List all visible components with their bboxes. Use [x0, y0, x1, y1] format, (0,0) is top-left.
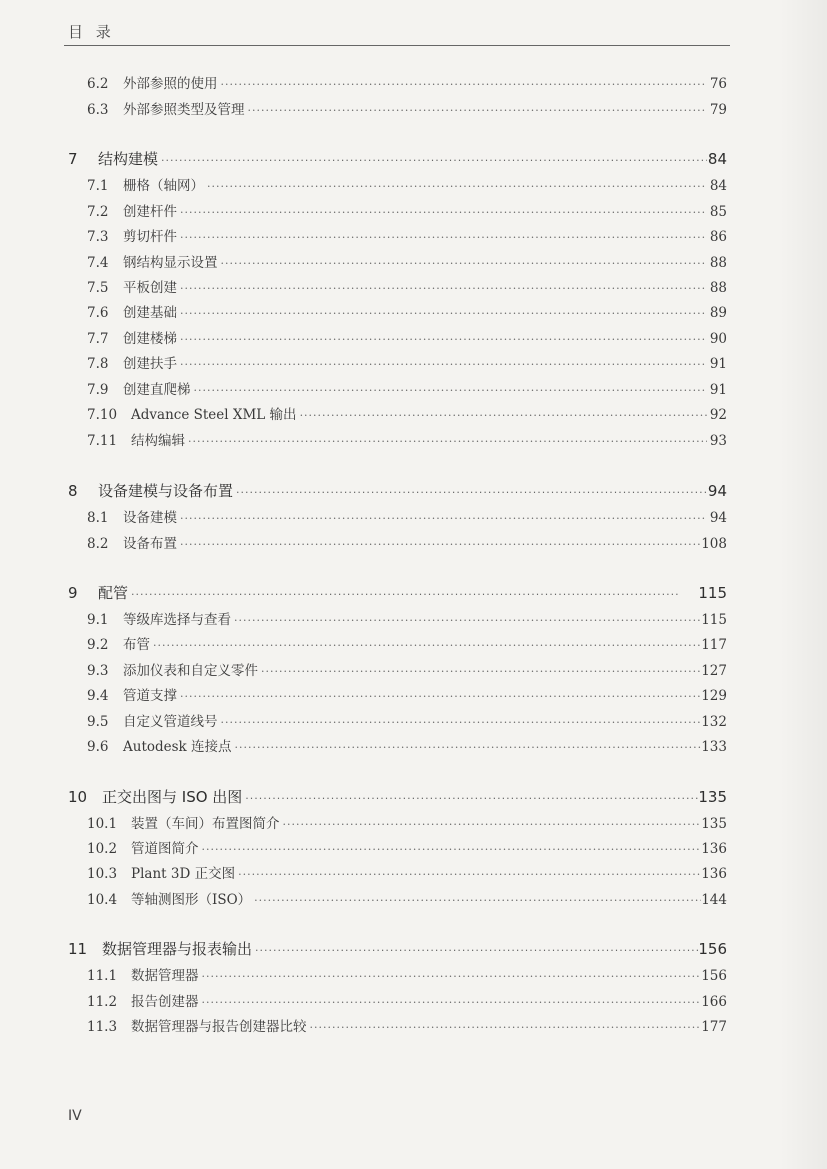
toc-entry [87, 633, 727, 653]
toc-leader [177, 358, 707, 371]
toc-page-number: 132 [701, 714, 727, 730]
toc-page-number: 91 [709, 382, 727, 398]
toc-chapter [68, 786, 727, 806]
toc-title: 数据管理器与报表输出 [102, 940, 253, 958]
toc-entry [87, 837, 727, 857]
toc-page-number: 166 [701, 994, 727, 1010]
toc-title: 创建楼梯 [123, 331, 177, 347]
toc-page-number: 135 [701, 816, 727, 832]
toc-entry [87, 862, 727, 882]
toc-leader [235, 868, 701, 881]
toc-entry [87, 684, 727, 704]
toc-entry [87, 888, 727, 908]
toc-leader [177, 307, 707, 320]
toc-number: 9.3 [87, 663, 109, 679]
toc-entry [87, 200, 727, 220]
toc-number: 11.3 [87, 1019, 118, 1035]
toc-number: 10.3 [87, 866, 118, 882]
toc-number: 7.7 [87, 331, 109, 347]
toc-leader [150, 639, 701, 652]
toc-leader [177, 538, 701, 551]
page-header-title: 目 录 [68, 23, 115, 41]
toc-number: 9 [68, 584, 78, 602]
toc-entry [87, 506, 727, 526]
toc-number: 10.2 [87, 841, 118, 857]
toc-title: 装置（车间）布置图简介 [131, 816, 280, 832]
toc-leader [232, 741, 702, 754]
toc-leader [199, 996, 702, 1009]
toc-number: 7.1 [87, 178, 109, 194]
toc-entry [87, 812, 727, 832]
toc-title: 等级库选择与查看 [123, 612, 231, 628]
toc-number: 7.2 [87, 204, 109, 220]
toc-page-number: 136 [701, 841, 727, 857]
toc-leader [242, 792, 698, 805]
toc-page-number: 136 [701, 866, 727, 882]
toc-title: 配管 [98, 584, 129, 602]
toc-page-number: 115 [701, 612, 727, 628]
toc-title: 创建扶手 [123, 356, 177, 372]
toc-entry [87, 659, 727, 679]
toc-title: 创建基础 [123, 305, 177, 321]
toc-leader [177, 231, 707, 244]
toc-leader [218, 716, 702, 729]
toc-page-number: 93 [709, 433, 727, 449]
toc-page-number: 129 [701, 688, 727, 704]
toc-page-number: 108 [701, 536, 727, 552]
toc-page-number: 89 [709, 305, 727, 321]
toc-number: 11.1 [87, 968, 118, 984]
toc-title: 数据管理器 [131, 968, 199, 984]
toc-number: 7 [68, 150, 78, 168]
toc-leader [177, 206, 707, 219]
toc-entry [87, 276, 727, 296]
toc-number: 7.4 [87, 255, 109, 271]
toc-title: 钢结构显示设置 [123, 255, 218, 271]
toc-entry [87, 735, 727, 755]
toc-page-number: 135 [698, 788, 727, 806]
page-folio: IV [68, 1108, 82, 1124]
toc-number: 11.2 [87, 994, 118, 1010]
toc-number: 11 [68, 940, 88, 958]
toc-entry [87, 301, 727, 321]
toc-chapter [68, 938, 727, 958]
toc-number: 10.1 [87, 816, 118, 832]
toc-title: 设备建模 [123, 510, 177, 526]
toc-leader [252, 944, 698, 957]
toc-entry [87, 964, 727, 984]
toc-page-number: 76 [709, 76, 727, 92]
toc-page-number: 144 [701, 892, 727, 908]
toc-title: 外部参照的使用 [123, 76, 218, 92]
toc-entry [87, 378, 727, 398]
toc-leader [177, 512, 707, 525]
toc-page-number: 117 [701, 637, 727, 653]
toc-entry [87, 403, 727, 423]
toc-entry [87, 72, 727, 92]
toc-leader [258, 665, 701, 678]
toc-entry [87, 990, 727, 1010]
toc-page-number: 84 [709, 178, 727, 194]
toc-page-number: 88 [709, 255, 727, 271]
toc-number: 7.3 [87, 229, 109, 245]
toc-title: 布管 [123, 637, 150, 653]
toc-page-number: 88 [709, 280, 727, 296]
toc-number: 10.4 [87, 892, 118, 908]
toc-number: 8 [68, 482, 78, 500]
toc-page-number: 127 [701, 663, 727, 679]
toc-number: 9.4 [87, 688, 109, 704]
toc-number: 10 [68, 788, 88, 806]
page-edge-shadow [779, 0, 827, 1169]
toc-leader [128, 588, 698, 601]
toc-entry [87, 174, 727, 194]
toc-entry [87, 532, 727, 552]
toc-title: 栅格（轴网） [123, 178, 204, 194]
toc-leader [191, 384, 708, 397]
toc-page-number: 177 [701, 1019, 727, 1035]
toc-entry [87, 1015, 727, 1035]
toc-page-number: 85 [709, 204, 727, 220]
toc-title: 结构编辑 [131, 433, 185, 449]
toc-number: 9.1 [87, 612, 109, 628]
toc-title: 设备建模与设备布置 [98, 482, 234, 500]
toc-leader [231, 614, 701, 627]
toc-number: 9.2 [87, 637, 109, 653]
toc-chapter [68, 148, 727, 168]
toc-chapter [68, 582, 727, 602]
toc-number: 7.10 [87, 407, 118, 423]
toc-page-number: 115 [698, 584, 727, 602]
toc-entry [87, 251, 727, 271]
toc-page-number: 133 [701, 739, 727, 755]
toc-title: 管道图简介 [131, 841, 199, 857]
toc-leader [177, 333, 707, 346]
toc-leader [218, 257, 708, 270]
toc-number: 9.5 [87, 714, 109, 730]
toc-title: Plant 3D 正交图 [131, 866, 236, 882]
toc-title: Autodesk 连接点 [123, 739, 232, 755]
toc-number: 6.2 [87, 76, 109, 92]
toc-title: 管道支撑 [123, 688, 177, 704]
toc-page-number: 94 [709, 510, 727, 526]
toc-leader [307, 1021, 702, 1034]
toc-entry [87, 608, 727, 628]
toc-leader [199, 843, 702, 856]
toc-title: 自定义管道线号 [123, 714, 218, 730]
toc-title: 数据管理器与报告创建器比较 [131, 1019, 307, 1035]
toc-title: 剪切杆件 [123, 229, 177, 245]
toc-leader [218, 78, 708, 91]
toc-title: 外部参照类型及管理 [123, 102, 245, 118]
toc-number: 9.6 [87, 739, 109, 755]
toc-page-number: 90 [709, 331, 727, 347]
toc-leader [233, 486, 707, 499]
toc-entry [87, 710, 727, 730]
toc-page-number: 91 [709, 356, 727, 372]
toc-page-number: 86 [709, 229, 727, 245]
toc-leader [245, 104, 708, 117]
toc-chapter [68, 480, 727, 500]
toc-title: 报告创建器 [131, 994, 199, 1010]
toc-title: 创建直爬梯 [123, 382, 191, 398]
toc-entry [87, 429, 727, 449]
toc-leader [185, 435, 707, 448]
toc-number: 7.11 [87, 433, 118, 449]
toc-title: 添加仪表和自定义零件 [123, 663, 258, 679]
toc-number: 8.2 [87, 536, 109, 552]
toc-leader [177, 690, 701, 703]
toc-title: 平板创建 [123, 280, 177, 296]
toc-leader [204, 180, 707, 193]
toc-number: 7.5 [87, 280, 109, 296]
toc-title: 结构建模 [98, 150, 159, 168]
toc-page-number: 94 [707, 482, 727, 500]
toc-leader [297, 409, 707, 422]
toc-entry [87, 225, 727, 245]
toc-entry [87, 327, 727, 347]
toc-leader [280, 818, 702, 831]
header-rule [64, 45, 730, 46]
toc-page-number: 92 [709, 407, 727, 423]
toc-page-number: 156 [701, 968, 727, 984]
toc-page-number: 84 [707, 150, 727, 168]
toc-title: 创建杆件 [123, 204, 177, 220]
toc-title: 等轴测图形（ISO） [131, 892, 252, 908]
toc-leader [177, 282, 707, 295]
toc-number: 7.9 [87, 382, 109, 398]
toc-page-number: 79 [709, 102, 727, 118]
toc-title: 正交出图与 ISO 出图 [102, 788, 243, 806]
toc-number: 7.8 [87, 356, 109, 372]
toc-page-number: 156 [698, 940, 727, 958]
toc-entry [87, 98, 727, 118]
toc-leader [199, 970, 702, 983]
toc-title: 设备布置 [123, 536, 177, 552]
toc-number: 6.3 [87, 102, 109, 118]
toc-leader [251, 894, 701, 907]
toc-number: 7.6 [87, 305, 109, 321]
toc-leader [158, 154, 707, 167]
toc-number: 8.1 [87, 510, 109, 526]
toc-entry [87, 352, 727, 372]
toc-title: Advance Steel XML 输出 [131, 407, 297, 423]
